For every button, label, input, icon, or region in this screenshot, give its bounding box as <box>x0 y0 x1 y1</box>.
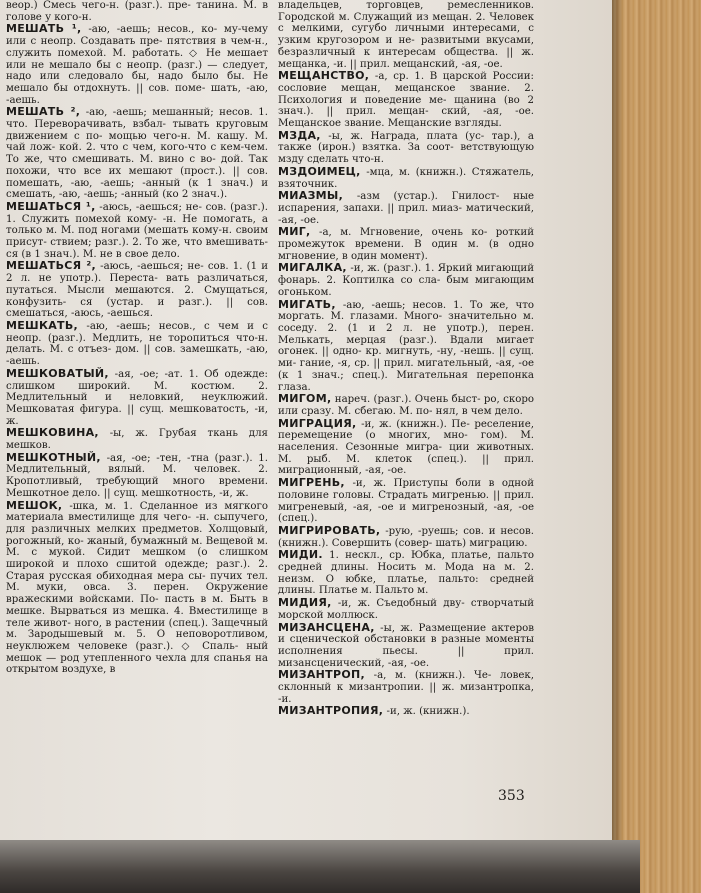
entry-headword: МИЗАНСЦЕНА, <box>278 620 375 634</box>
entry-headword: МИГ, <box>278 225 311 239</box>
entry-definition: -ы, ж. Грубая ткань для мешков. <box>6 428 268 452</box>
table-surface <box>0 840 640 893</box>
entry-headword: МИГОМ, <box>278 392 332 406</box>
entry-headword: МЕШАТЬСЯ ¹, <box>6 199 96 213</box>
entry-definition: -и, ж. (разг.). 1. Яркий мигающий фонарь. 2. Коптилка со сла- бым мигающим огоньком. <box>278 263 534 298</box>
entry-definition: веор.) Смесь чего-н. (разг.). пре- танина. М. в голове у кого-н. <box>6 0 268 23</box>
entry-headword: МИГРЕНЬ, <box>278 476 345 490</box>
dictionary-entry <box>278 622 534 670</box>
dictionary-entry <box>6 260 268 320</box>
entry-definition: -рую, -руешь; сов. и несов. (книжн.). Совершить (совер- шать) миграцию. <box>278 525 534 549</box>
dictionary-entry <box>278 597 534 621</box>
entry-headword: МИЗАНТРОПИЯ, <box>278 704 384 718</box>
entry-headword: МЕШКОВАТЫЙ, <box>6 366 109 380</box>
entry-headword: МИГРИРОВАТЬ, <box>278 523 381 537</box>
dictionary-entry <box>6 23 268 106</box>
right-column <box>278 0 534 718</box>
dictionary-entry <box>6 368 268 428</box>
entry-definition: -аюсь, -аешься; не- сов. 1. (1 и 2 л. не употр.). Переста- вать различаться, путаться. Мысли мешаются. 2. Смущаться, конфузить- ся (устар. и разг.). || сов. смешаться, -аюсь, -аешься. <box>6 261 268 320</box>
entry-headword: МИЗАНТРОП, <box>278 668 365 682</box>
entry-definition: -аюсь, -аешься; не- сов. (разг.). 1. Служить помехой кому- -н. Не помогать, а только м. М. под ногами (мешать кому-н. своим присут- ствием; разг.). 2. То же, что вмешивать- ся (в 1 знач.). М. не в свое дело. <box>6 201 268 260</box>
entry-definition: -а, ср. 1. В царской России: сословие мещан, мещанское звание. 2. Психология и поведение ме- щанина (во 2 знач.). || прил. мещан- ский, -ая, -ое. Мещанское звание. Мещанские взгляды. <box>278 71 534 130</box>
dictionary-entry <box>6 427 268 451</box>
dictionary-entry <box>278 226 534 262</box>
dictionary-entry <box>278 262 534 298</box>
entry-definition: 1. нескл., ср. Юбка, платье, пальто средней длины. Носить м. Мода на м. 2. неизм. О юбке, платье, пальто: средней длины. Платье м. Пальто м. <box>278 550 534 597</box>
dictionary-entry <box>278 477 534 525</box>
dictionary-entry <box>278 669 534 705</box>
dictionary-entry <box>278 190 534 226</box>
dictionary-entry <box>278 0 534 70</box>
entry-headword: МИДИ. <box>278 548 323 562</box>
dictionary-entry <box>6 452 268 500</box>
entry-definition: -азм (устар.). Гнилост- ные испарения, запахи. || прил. миаз- матический, -ая, -ое. <box>278 191 534 226</box>
entry-definition: -а, м. Мгновение, очень ко- роткий промежуток времени. В один м. (в одно мгновение, в один момент). <box>278 227 534 262</box>
entry-headword: МЗДОИМЕЦ, <box>278 164 361 178</box>
entry-definition: владельцев, торговцев, ремесленников. Городской м. Служащий из мещан. 2. Человек с мелкими, сугубо личными интересами, с узким кругозором и не- развитыми вкусами, безразличный к интересам общества. || ж. мещанка, -и. || прил. мещанский, -ая, -ое. <box>278 0 534 70</box>
dictionary-entry <box>278 299 534 394</box>
entry-definition: -и, ж. Съедобный дву- створчатый морской моллюск. <box>278 598 534 621</box>
dictionary-entry <box>6 106 268 201</box>
entry-definition: -аю, -аешь; мешанный; несов. 1. что. Переворачивать, взбал- тывать круговым движением с по- мощью чего-н. М. кашу. М. чай лож- кой. 2. что с чем, кого-что с кем-чем. То же, что смешивать. М. вино с во- дой. Так похожи, что все их мешают (прост.). || сов. помешать, -аю, -аешь; -анный (к 1 знач.) и смешать, -аю, -аешь; -анный (ко 2 знач.). <box>6 107 268 201</box>
entry-definition: нареч. (разг.). Очень быст- ро, скоро или сразу. М. сбегаю. М. по- нял, в чем дело. <box>278 394 534 417</box>
entry-headword: МЕЩАНСТВО, <box>278 69 370 83</box>
dictionary-entry <box>278 418 534 478</box>
entry-definition: -аю, -аешь; несов., ко- му-чему или с неопр. Создавать пре- пятствия в чем-н., служить помехой. М. работать. ◇ Не мешает или не мешало бы с неопр. (разг.) — следует, надо или следовало бы, надо было бы. Не мешало бы отдохнуть. || сов. поме- шать, -аю, -аешь. <box>6 24 268 106</box>
dictionary-entry <box>278 393 534 417</box>
dictionary-entry <box>6 201 268 261</box>
entry-headword: МЕШКОТНЫЙ, <box>6 450 101 464</box>
entry-headword: МЕШКАТЬ, <box>6 318 79 332</box>
entry-definition: -ы, ж. Награда, плата (ус- тар.), а также (ирон.) взятка. За соот- ветствующую мзду сделать что-н. <box>278 130 534 166</box>
entry-headword: МЕШАТЬСЯ ², <box>6 259 97 273</box>
entry-headword: МИГАЛКА, <box>278 261 347 275</box>
entry-definition: -ая, -ое; -тен, -тна (разг.). 1. Медлительный, вялый. М. человек. 2. Кропотливый, требующий много времени. Мешкотное дело. || сущ. мешкотность, -и, ж. <box>6 452 268 499</box>
entry-definition: -и, ж. (книжн.). Пе- реселение, перемещение (о многих, мно- гом). М. населения. Сезонные мигра- ции животных. М. рыб. М. клеток (спец.). || прил. миграционный, -ая, -ое. <box>278 418 534 477</box>
entry-definition: -и, ж. Приступы боли в одной половине головы. Страдать мигренью. || прил. мигреневый, -ая, -ое и мигренозный, -ая, -ое (спец.). <box>278 478 534 525</box>
dictionary-entry <box>6 500 268 677</box>
entry-definition: -аю, -аешь; несов., с чем и с неопр. (разг.). Медлить, не торопиться что-н. делать. М. с отъез- дом. || сов. замешкать, -аю, -аешь. <box>6 320 268 368</box>
entry-headword: МИГАТЬ, <box>278 297 336 311</box>
left-column <box>6 0 268 676</box>
entry-headword: МИАЗМЫ, <box>278 189 344 203</box>
entry-headword: МЕШОК, <box>6 498 63 512</box>
entry-headword: МИДИЯ, <box>278 596 332 610</box>
entry-headword: МЕШАТЬ ¹, <box>6 22 82 36</box>
entry-definition: -ы, ж. Размещение актеров и сценической обстановки в разные моменты исполнения пьесы. || прил. мизансценический, -ая, -ое. <box>278 622 534 669</box>
dictionary-entry <box>278 705 534 718</box>
entry-definition: -а, м. (книжн.). Че- ловек, склонный к мизантропии. || ж. мизантропка, -и. <box>278 670 534 705</box>
dictionary-entry <box>6 320 268 368</box>
entry-headword: МЗДА, <box>278 128 321 142</box>
dictionary-entry <box>6 0 268 23</box>
entry-headword: МЕШКОВИНА, <box>6 426 99 440</box>
book-fore-edge <box>612 0 701 893</box>
entry-headword: МИГРАЦИЯ, <box>278 416 357 430</box>
entry-definition: -аю, -аешь; несов. 1. То же, что моргать. М. глазами. Много- значительно м. соседу. 2. (1 и 2 л. не употр.), перен. Мелькать, мерцая (разг.). Вдали мигает огонек. || одно- кр. мигнуть, -ну, -нешь. || сущ. ми- гание, -я, ср. || прил. мигательный, -ая, -ое (к 1 знач.; спец.). Мигательная перепонка глаза. <box>278 299 534 393</box>
dictionary-entry <box>278 525 534 549</box>
entry-definition: -ая, -ое; -ат. 1. Об одежде: слишком широкий. М. костюм. 2. Медлительный и неловкий, неуклюжий. Мешковатая фигура. || сущ. мешковатость, -и, ж. <box>6 368 268 427</box>
page-number: 353 <box>498 788 525 804</box>
entry-definition: -мца, м. (книжн.). Стяжатель, взяточник. <box>278 166 534 190</box>
dictionary-entry <box>278 130 534 166</box>
entry-definition: -шка, м. 1. Сделанное из мягкого материала вместилище для чего- -н. сыпучего, для различных мелких предметов. Холщовый, рогожный, ко- жаный, бумажный м. Вещевой м. М. с мукой. Сидит мешком (о слишком широкой и плохо сшитой одежде; разг.). 2. Старая русская обиходная мера сы- пучих тел. М. муки, овса. 3. перен. Окружение вражескими войсками. По- пасть в м. Быть в мешке. Вырваться из мешка. 4. Вместилище в теле живот- ного, в растении (спец.). Защечный м. Зародышевый м. 5. О неповоротливом, неуклюжем человеке (разг.). ◇ Спаль- ный мешок — род утепленного чехла для спанья на открытом воздухе, в <box>6 500 268 676</box>
entry-headword: МЕШАТЬ ², <box>6 105 81 119</box>
dictionary-entry <box>278 166 534 190</box>
entry-definition: -и, ж. (книжн.). <box>386 706 470 718</box>
dictionary-entry <box>278 70 534 130</box>
dictionary-entry <box>278 549 534 597</box>
